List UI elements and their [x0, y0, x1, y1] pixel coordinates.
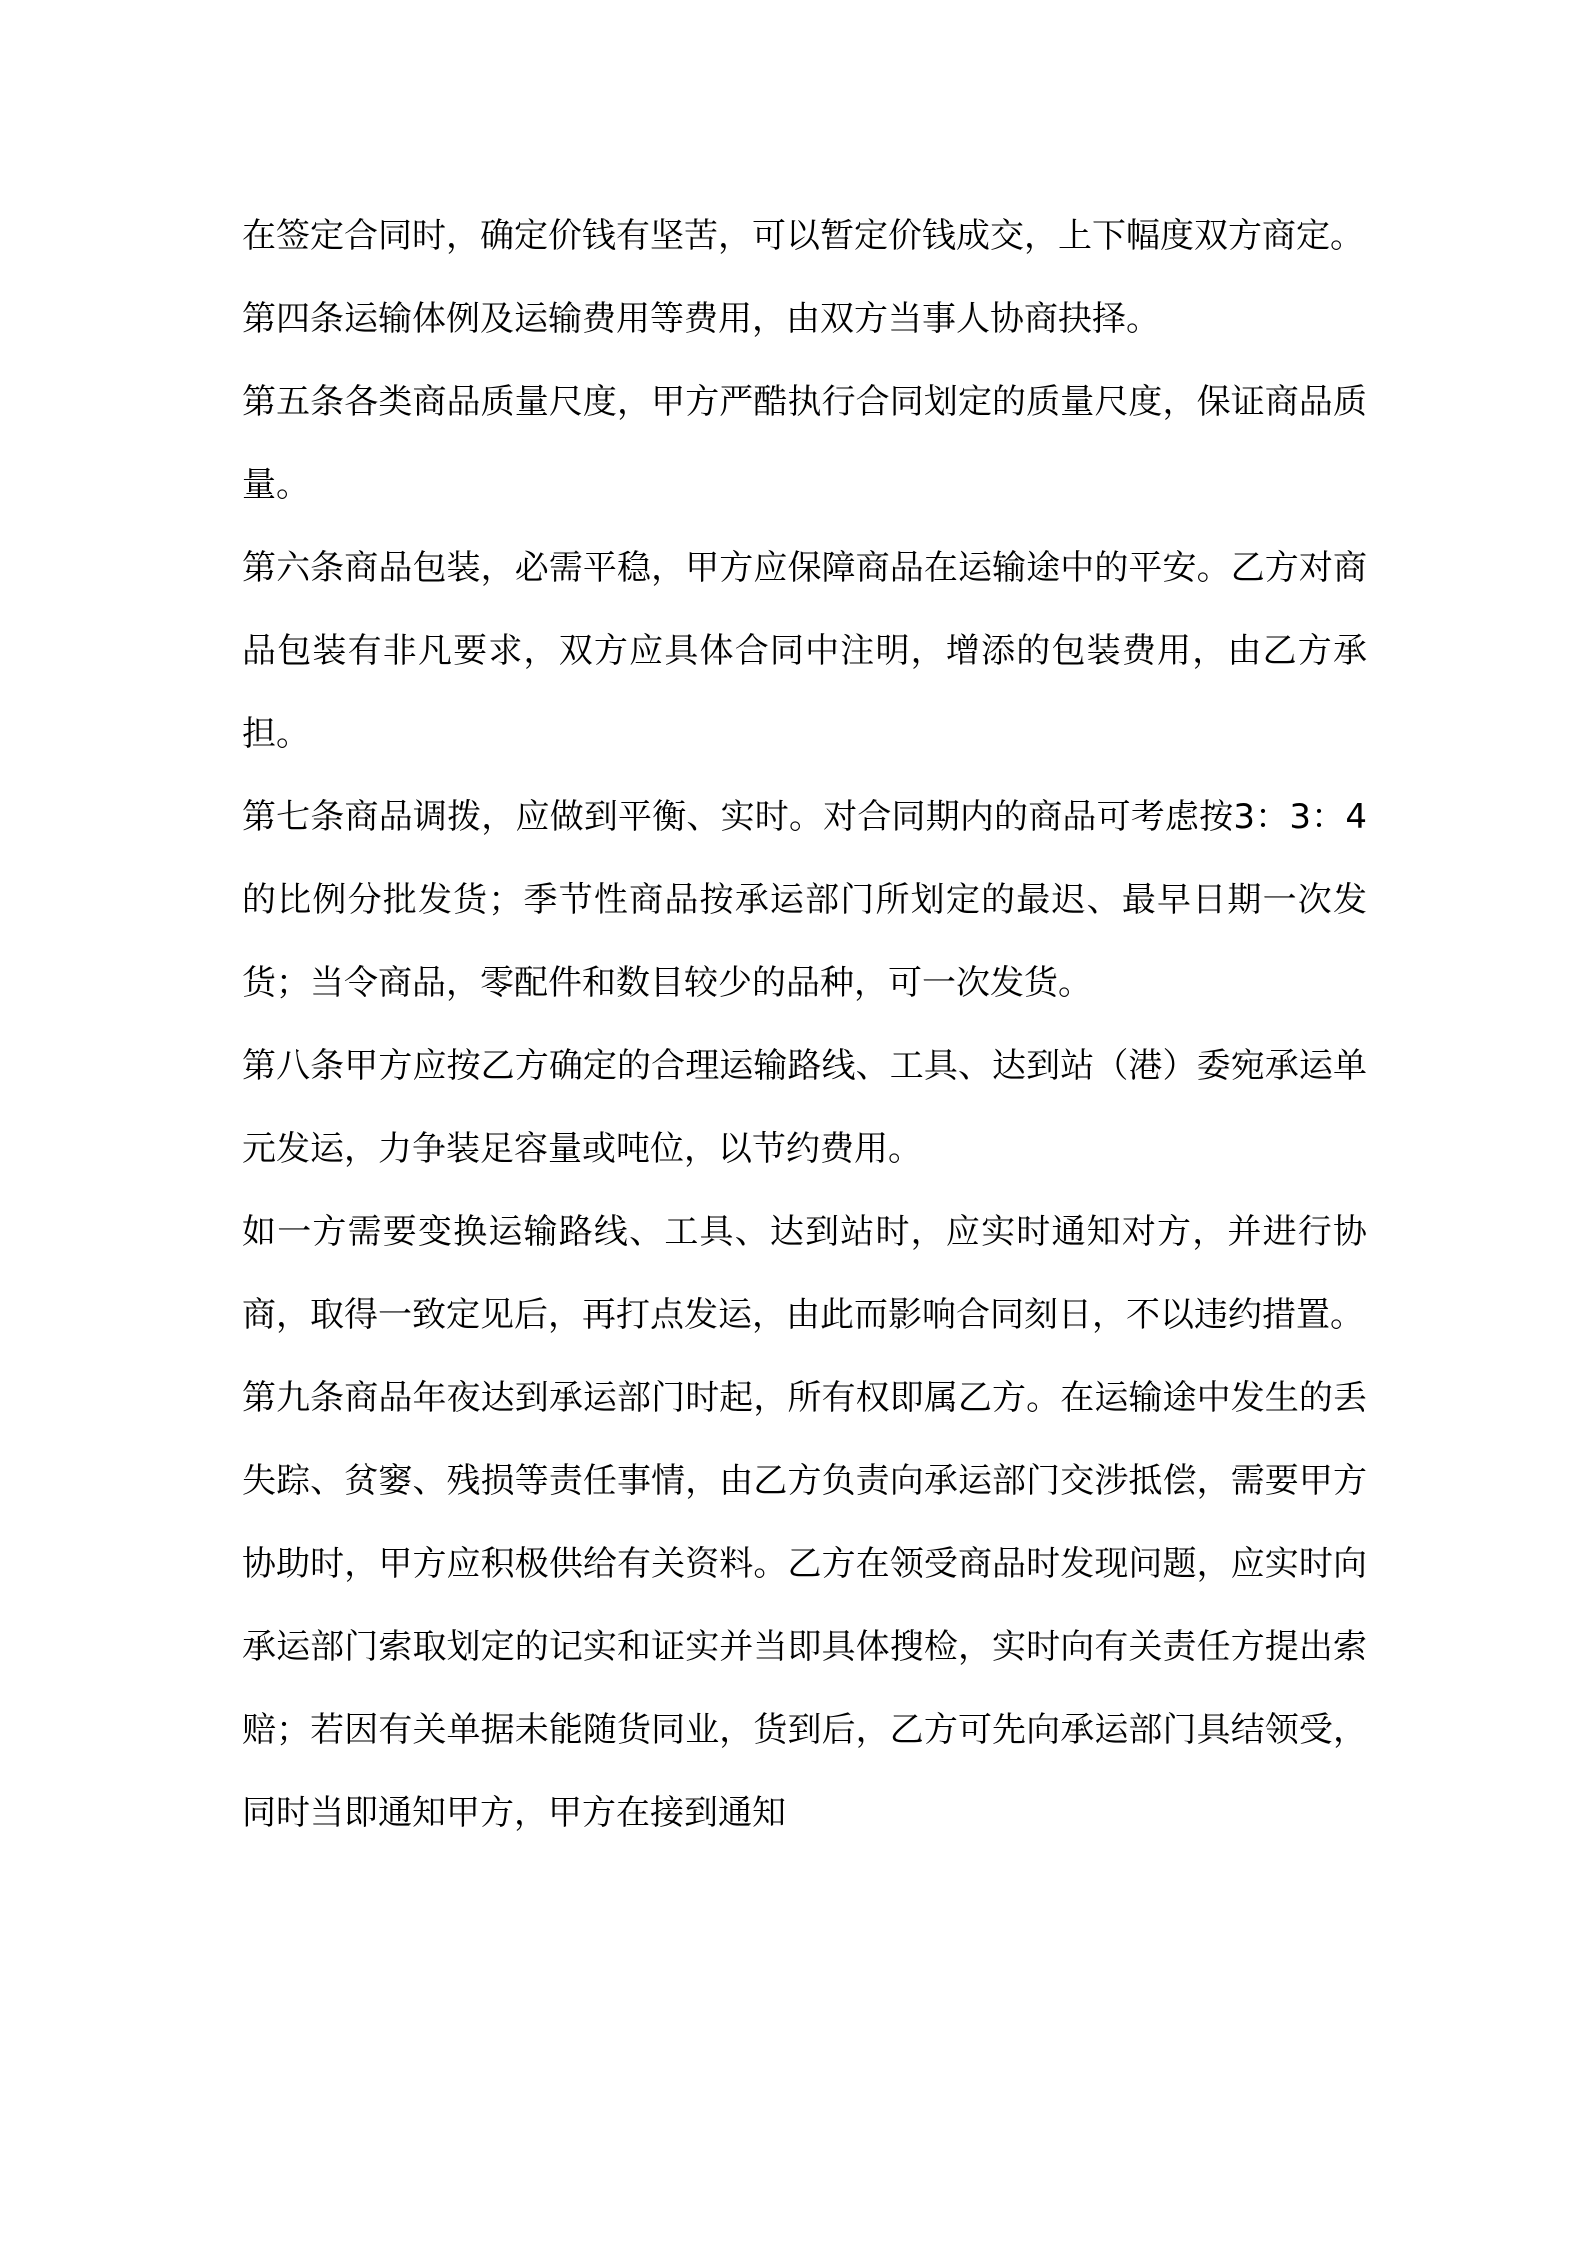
- paragraph-article-8: 第八条甲方应按乙方确定的合理运输路线、工具、达到站（港）委宛承运单元发运，力争装足容量或吨位，以节约费用。: [242, 1046, 1367, 1169]
- paragraph-article-6: 第六条商品包装，必需平稳，甲方应保障商品在运输途中的平安。乙方对商品包装有非凡要求，双方应具体合同中注明，增添的包装费用，由乙方承担。: [242, 548, 1367, 754]
- document-body: [242, 195, 1367, 1855]
- paragraph-article-7: 第七条商品调拨，应做到平衡、实时。对合同期内的商品可考虑按3：3：4的比例分批发货；季节性商品按承运部门所划定的最迟、最早日期一次发货；当令商品，零配件和数目较少的品种，可一次发货。: [242, 797, 1367, 1003]
- paragraph-article-9: 第九条商品年夜达到承运部门时起，所有权即属乙方。在运输途中发生的丢失踪、贫窭、残损等责任事情，由乙方负责向承运部门交涉抵偿，需要甲方协助时，甲方应积极供给有关资料。乙方在领受商品时发现问题，应实时向承运部门索取划定的记实和证实并当即具体搜检，实时向有关责任方提出索赔；若因有关单据未能随货同业，货到后，乙方可先向承运部门具结领受，同时当即通知甲方，甲方在接到通知: [242, 1378, 1367, 1833]
- paragraph-article-5: 第五条各类商品质量尺度，甲方严酷执行合同划定的质量尺度，保证商品质量。: [242, 382, 1367, 505]
- paragraph-article-4: 第四条运输体例及运输费用等费用，由双方当事人协商抉择。: [242, 299, 1160, 339]
- paragraph-route-change: 如一方需要变换运输路线、工具、达到站时，应实时通知对方，并进行协商，取得一致定见后，再打点发运，由此而影响合同刻日，不以违约措置。: [242, 1212, 1367, 1335]
- paragraph-price-terms: 在签定合同时，确定价钱有坚苦，可以暂定价钱成交，上下幅度双方商定。: [242, 216, 1364, 256]
